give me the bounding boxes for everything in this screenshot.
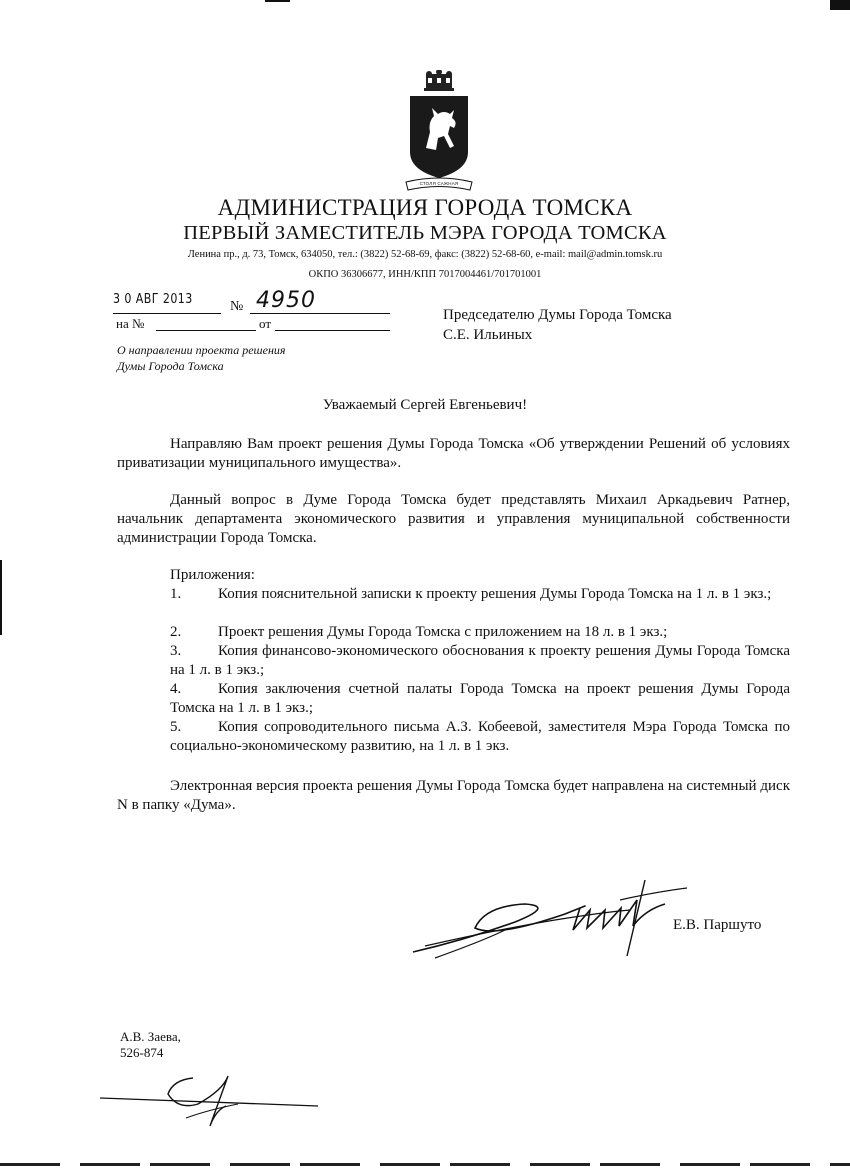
attachment-number: 1. bbox=[170, 586, 182, 602]
attachment-item bbox=[170, 680, 790, 718]
subject-block bbox=[117, 342, 285, 374]
paragraph-3: Электронная версия проекта решения Думы Города Томска будет направлена на системный диск N в папку «Дума». bbox=[117, 778, 790, 813]
registration-number-line bbox=[250, 313, 390, 314]
scan-mark-bottom-edge bbox=[0, 1163, 850, 1166]
reply-to-label: на № bbox=[116, 316, 145, 331]
greeting: Уважаемый Сергей Евгеньевич! bbox=[322, 397, 528, 413]
paragraph-1: Направляю Вам проект решения Думы Города Томска «Об утверждении Решений об условиях приватизации муниципального имущества». bbox=[117, 436, 790, 471]
coat-of-arms-emblem bbox=[404, 70, 474, 192]
attachment-number: 4. bbox=[170, 681, 182, 697]
attachment-text: Копия сопроводительного письма А.З. Кобеевой, заместителя Мэра Города Томска по социально-экономическому развитию, на 1 л. в 1 экз. bbox=[170, 719, 790, 754]
reply-to-number-line bbox=[156, 330, 256, 331]
reply-from-date-line bbox=[275, 330, 390, 331]
attachment-text: Копия пояснительной записки к проекту решения Думы Города Томска на 1 л. в 1 экз.; bbox=[218, 586, 772, 602]
scan-mark-left-edge bbox=[0, 560, 2, 635]
subject-line-2: Думы Города Томска bbox=[117, 359, 224, 373]
visa-signature bbox=[98, 1070, 328, 1130]
address-line: Ленина пр., д. 73, Томск, 634050, тел.: (3822) 52-68-69, факс: (3822) 52-68-60, e-mail: mail@admin.tomsk.ru bbox=[187, 249, 663, 260]
recipient-position: Председателю Думы Города Томска bbox=[443, 307, 672, 323]
attachment-item bbox=[170, 642, 790, 680]
signatory-name: Е.В. Паршуто bbox=[673, 917, 762, 933]
registration-date-line bbox=[113, 313, 221, 314]
attachment-text: Проект решения Думы Города Томска с приложением на 18 л. в 1 экз.; bbox=[218, 624, 668, 640]
subject-line-1: О направлении проекта решения bbox=[117, 343, 286, 357]
scan-mark-top-right bbox=[830, 0, 850, 10]
attachment-number: 3. bbox=[170, 643, 182, 659]
handwritten-signature bbox=[405, 870, 695, 965]
registry-line: ОКПО 36306677, ИНН/КПП 7017004461/701701001 bbox=[308, 269, 542, 280]
recipient-block bbox=[443, 305, 672, 345]
registration-number-label: № bbox=[230, 299, 244, 314]
attachment-number: 5. bbox=[170, 719, 182, 735]
executor-phone: 526-874 bbox=[120, 1045, 164, 1060]
scan-mark-top-left bbox=[265, 0, 290, 2]
paragraph-2: Данный вопрос в Думе Города Томска будет представлять Михаил Аркадьевич Ратнер, начальник департамента экономического развития и управления муниципальной собственности администрации Города Томска. bbox=[117, 492, 790, 546]
recipient-name: С.Е. Ильиных bbox=[443, 327, 533, 343]
executor-name: А.В. Заева, bbox=[120, 1029, 181, 1044]
attachment-item bbox=[170, 585, 790, 604]
attachment-item bbox=[170, 623, 790, 642]
organization-title: АДМИНИСТРАЦИЯ ГОРОДА ТОМСКА bbox=[217, 195, 633, 220]
attachment-item bbox=[170, 718, 790, 756]
attachments-title: Приложения: bbox=[170, 567, 255, 583]
registration-number: 4950 bbox=[256, 288, 316, 313]
attachment-text: Копия финансово-экономического обоснования к проекту решения Думы Города Томска на 1 л. в 1 экз.; bbox=[170, 643, 790, 678]
registration-date-stamp: 3 0 АВГ 2013 bbox=[113, 292, 193, 307]
official-title: ПЕРВЫЙ ЗАМЕСТИТЕЛЬ МЭРА ГОРОДА ТОМСКА bbox=[183, 222, 667, 244]
reply-from-label: от bbox=[259, 316, 272, 331]
attachment-number: 2. bbox=[170, 624, 182, 640]
emblem-motto: СТОЛЯ САЖНАЯ bbox=[419, 181, 459, 186]
attachment-text: Копия заключения счетной палаты Города Томска на проект решения Думы Города Томска на 1 л. в 1 экз.; bbox=[170, 681, 790, 716]
